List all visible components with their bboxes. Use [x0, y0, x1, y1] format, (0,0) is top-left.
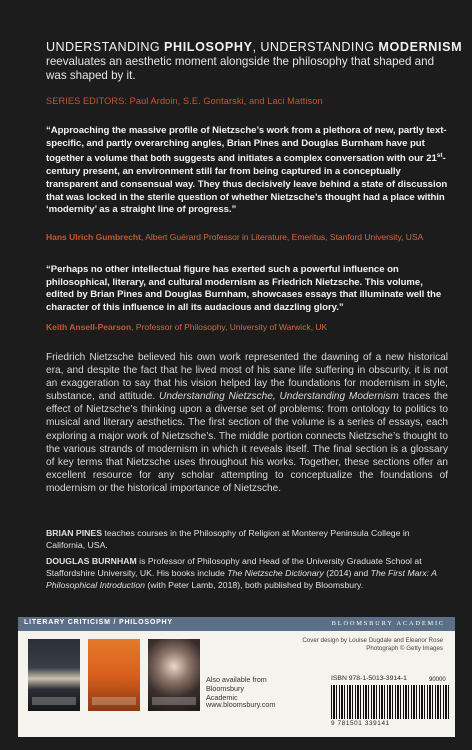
series-book-cover	[88, 639, 140, 711]
publisher-url: www.bloomsbury.com	[206, 700, 276, 709]
price-code: 90000	[429, 677, 446, 683]
series-editors: SERIES EDITORS: Paul Ardoin, S.E. Gontarski, and Laci Mattison	[46, 96, 323, 106]
series-title: UNDERSTANDING PHILOSOPHY, UNDERSTANDING MODERNISM	[46, 40, 463, 54]
author-bio: DOUGLAS BURNHAM is Professor of Philosophy and Head of the University Graduate School at Staffordshire University, UK. His books include The Nietzsche Dictionary (2014) and The First Marx: A Philosophical Introduction (with Peter Lamb, 2018), both published by Bloomsbury.	[46, 556, 437, 590]
book-description: Friedrich Nietzsche believed his own work represented the dawning of a new historical era, and despite the fact that he lived most of his sane life suffering in obscurity, it is not an exaggeration to say that his vision helped lay the foundations for modernism in style, substance, and attitude. Understanding Nietzsche, Understanding Modernism traces the effect of Nietzsche’s thinking upon a diverse set of problems: from ontology to politics to musical and literary aesthetics. The first section of the volume is a series of essays, each exploring a major work of Nietzsche’s. The middle portion connects Nietzsche’s thought to the various strands of modernism in which it reveals itself. The final section is a glossary of key terms that Nietzsche uses throughout his works. Together, these sections offer an excellent resource for any scholar attempting to conceptualize the foundations of modernism or the historical importance of Nietzsche.	[46, 352, 448, 494]
category-bar	[18, 617, 455, 631]
barcode-icon	[331, 685, 451, 719]
barcode-number: 9 781501 339141	[331, 720, 390, 727]
also-available-text: Also available from Bloomsbury Academic	[206, 675, 267, 702]
series-book-cover	[148, 639, 200, 711]
category-label: LITERARY CRITICISM / PHILOSOPHY	[24, 619, 173, 626]
back-panel	[18, 617, 455, 737]
series-book-cover	[28, 639, 80, 711]
endorsement-attribution: Hans Ulrich Gumbrecht, Albert Guérard Professor in Literature, Emeritus, Stanford University, USA	[46, 232, 424, 242]
series-blurb: reevaluates an aesthetic moment alongside the philosophy that shaped and was shaped by it.	[46, 55, 435, 82]
cover-credits: Cover design by Louise Dugdale and Eleanor Rose Photograph © Getty Images	[302, 637, 443, 652]
endorsement-quote: “Approaching the massive profile of Nietzsche’s work from a plethora of new, partly text-specific, and partly overarching angles, Brian Pines and Douglas Burnham have put together a volume that both suggests and initiates a complex conversation with our 21st-century present, an environment still far from being captured in a conceptually transparent and consensual way. They thus decisively leave behind a state of discussion that was locked in the sterile question of whether Nietzsche’s thought had a place within ‘modernity’ as a straight line of progress.”	[46, 125, 448, 216]
publisher-logo-text: BLOOMSBURY ACADEMIC	[331, 620, 445, 627]
author-bio: BRIAN PINES teaches courses in the Philosophy of Religion at Monterey Peninsula College in California, USA.	[46, 528, 410, 550]
endorsement-attribution: Keith Ansell-Pearson, Professor of Philosophy, University of Warwick, UK	[46, 322, 328, 332]
endorsement-quote: “Perhaps no other intellectual figure has exerted such a powerful influence on philosophical, literary, and cultural modernism as Friedrich Nietzsche. This volume, edited by Brian Pines and Douglas Burnham, showcases essays that illuminate well the character of this influence in all its audacious and dazzling glory.”	[46, 264, 442, 314]
isbn-label: ISBN 978-1-5013-3914-1	[331, 675, 407, 682]
